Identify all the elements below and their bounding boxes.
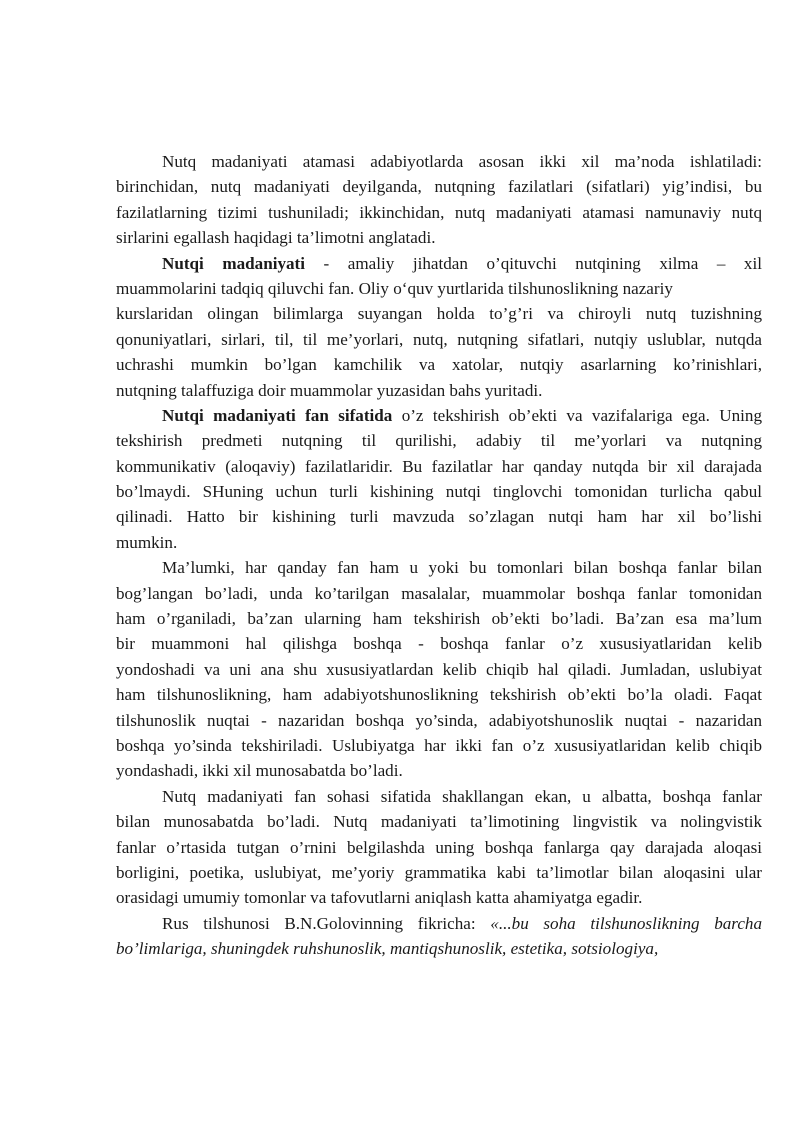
text-run: qonuniyatlari, sirlari, til, til me’yorlari, nutq, nutqning sifatlari, nutqiy uslublar, nutqda <box>116 329 762 349</box>
text-line <box>116 860 762 885</box>
text-line <box>116 149 762 174</box>
text-run: - amaliy jihatdan o’qituvchi nutqining xilma – xil <box>304 253 762 273</box>
text-run: yondashadi, ikki xil munosabatda bo’ladi. <box>116 761 403 781</box>
text-run: sirlarini egallash haqidagi ta’limotni anglatadi. <box>116 228 436 248</box>
text-run: bog’langan bo’ladi, unda ko’tarilgan masalalar, muammolar boshqa fanlar tomonidan <box>116 583 762 603</box>
text-line <box>116 454 762 479</box>
bold-term: Nutqi madaniyati fan sifatida <box>162 405 393 425</box>
text-run: uchrashi mumkin bo’lgan kamchilik va xatolar, nutqiy asarlarning ko’rinishlari, <box>116 355 762 375</box>
text-run: Ma’lumki, har qanday fan ham u yoki bu tomonlari bilan boshqa fanlar bilan <box>162 558 762 578</box>
text-line <box>116 327 762 352</box>
text-run: yondoshadi va uni ana shu xususiyatlardan kelib chiqib hal qiladi. Jumladan, uslubiyat <box>116 659 762 679</box>
text-line <box>116 276 762 301</box>
text-line <box>116 251 762 276</box>
text-line <box>116 555 762 580</box>
text-run: ham o’rganiladi, ba’zan ularning ham tekshirish ob’ekti bo’ladi. Ba’zan esa ma’lum <box>116 609 762 629</box>
text-line <box>116 631 762 656</box>
text-line <box>116 885 762 910</box>
italic-quote: «...bu soha tilshunoslikning barcha <box>490 913 762 933</box>
text-line <box>116 733 762 758</box>
text-line <box>116 606 762 631</box>
text-line <box>116 378 762 403</box>
text-run: fazilatlarning tizimi tushuniladi; ikkinchidan, nutq madaniyati atamasi namunaviy nutq <box>116 202 762 222</box>
text-line <box>116 200 762 225</box>
text-line <box>116 758 762 783</box>
text-run: Rus tilshunosi B.N.Golovinning fikricha: <box>162 913 491 933</box>
text-line <box>116 809 762 834</box>
text-run: orasidagi umumiy tomonlar va tafovutlarni aniqlash katta ahamiyatga egadir. <box>116 888 643 908</box>
body-text <box>116 149 762 962</box>
text-line <box>116 301 762 326</box>
text-run: nutqning talaffuziga doir muammolar yuzasidan bahs yuritadi. <box>116 380 543 400</box>
bold-term: Nutqi madaniyati <box>162 253 305 273</box>
text-line <box>116 911 762 936</box>
text-line <box>116 936 762 961</box>
text-run: boshqa yo’sinda tekshiriladi. Uslubiyatga har ikki fan o’z xususiyatlaridan kelib chiqib <box>116 735 762 755</box>
text-line <box>116 403 762 428</box>
text-run: fanlar o’rtasida tutgan o’rnini belgilashda uning boshqa fanlarga qay darajada aloqasi <box>116 837 762 857</box>
text-line <box>116 708 762 733</box>
text-line <box>116 581 762 606</box>
text-line <box>116 174 762 199</box>
text-run: kommunikativ (aloqaviy) fazilatlaridir. Bu fazilatlar har qanday nutqda bir xil darajada <box>116 456 762 476</box>
italic-quote: bo’limlariga, shuningdek ruhshunoslik, mantiqshunoslik, estetika, sotsiologiya, <box>116 939 659 959</box>
text-line <box>116 225 762 250</box>
text-line <box>116 479 762 504</box>
text-run: bilan munosabatda bo’ladi. Nutq madaniyati ta’limotining lingvistik va nolingvistik <box>116 812 762 832</box>
text-run: tilshunoslik nuqtai - nazaridan boshqa yo’sinda, adabiyotshunoslik nuqtai - nazaridan <box>116 710 762 730</box>
text-run: birinchidan, nutq madaniyati deyilganda, nutqning fazilatlari (sifatlari) yig’indisi, bu <box>116 177 762 197</box>
text-line <box>116 504 762 529</box>
text-run: muammolarini tadqiq qiluvchi fan. Oliy o‘quv yurtlarida tilshunoslikning nazariy <box>116 278 673 298</box>
text-run: ham tilshunoslikning, ham adabiyotshunoslikning tekshirish ob’ekti bo’la oladi. Faqat <box>116 685 762 705</box>
text-line <box>116 657 762 682</box>
text-run: qilinadi. Hatto bir kishining turli mavzuda so’zlagan nutqi ham har xil bo’lishi <box>116 507 762 527</box>
text-run: bo’lmaydi. SHuning uchun turli kishining nutqi tinglovchi tomonidan turlicha qabul <box>116 482 762 502</box>
text-run: borligini, poetika, uslubiyat, me’yoriy grammatika kabi ta’limotlar bilan aloqasini ular <box>116 862 762 882</box>
text-line <box>116 352 762 377</box>
text-run: Nutq madaniyati atamasi adabiyotlarda asosan ikki xil ma’noda ishlatiladi: <box>162 152 762 171</box>
text-run: o’z tekshirish ob’ekti va vazifalariga ega. Uning <box>392 405 762 425</box>
text-run: kurslaridan olingan bilimlarga suyangan holda to’g’ri va chiroyli nutq tuzishning <box>116 304 762 324</box>
text-run: bir muammoni hal qilishga boshqa - boshqa fanlar o’z xususiyatlaridan kelib <box>116 634 762 654</box>
text-line <box>116 835 762 860</box>
text-run: Nutq madaniyati fan sohasi sifatida shakllangan ekan, u albatta, boshqa fanlar <box>162 786 762 806</box>
text-line <box>116 784 762 809</box>
text-run: mumkin. <box>116 532 178 552</box>
text-line <box>116 682 762 707</box>
text-line <box>116 530 762 555</box>
text-line <box>116 428 762 453</box>
text-run: tekshirish predmeti nutqning til qurilishi, adabiy til me’yorlari va nutqning <box>116 431 762 451</box>
